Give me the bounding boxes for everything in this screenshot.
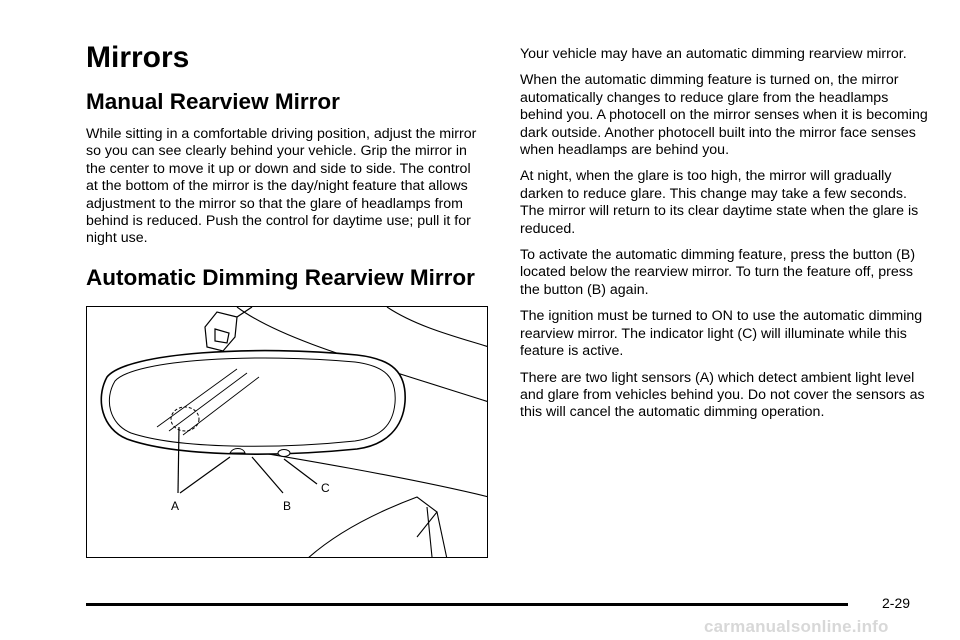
footer-rule <box>86 603 848 606</box>
label-a: A <box>171 498 180 513</box>
rearview-mirror-illustration <box>86 306 488 558</box>
manual-mirror-heading: Manual Rearview Mirror <box>86 89 340 114</box>
auto-mirror-paragraph: At night, when the glare is too high, the mirror will gradually darken to reduce glare. This change may take a few seconds. The mirror will return to its clear daytime state when the glare is reduced. <box>520 168 919 237</box>
console-line <box>307 497 437 558</box>
indicator-c-icon <box>278 449 290 456</box>
watermark-text: carmanualsonline.info <box>704 617 889 636</box>
auto-mirror-paragraph: The ignition must be turned to ON to use the automatic dimming rearview mirror. The indicator light (C) will illuminate while this feature is active. <box>520 308 923 360</box>
auto-mirror-paragraph: Your vehicle may have an automatic dimming rearview mirror. <box>520 46 907 62</box>
left-column <box>86 40 488 558</box>
mirror-drawing <box>87 307 488 558</box>
auto-mirror-paragraph: There are two light sensors (A) which detect ambient light level and glare from vehicles behind you. Do not cover the sensors as this will cancel the automatic dimming operation. <box>520 369 925 421</box>
auto-mirror-paragraph: To activate the automatic dimming feature, press the button (B) located below the rearview mirror. To turn the feature off, press the button (B) again. <box>520 247 916 298</box>
label-b: B <box>283 498 292 513</box>
mirror-glass <box>109 358 395 446</box>
right-column <box>520 46 932 431</box>
headliner-line <box>387 307 488 347</box>
page-number: 2-29 <box>882 595 911 611</box>
auto-mirror-paragraph: When the automatic dimming feature is turned on, the mirror automatically changes to reduce glare from the headlamps behind you. A photocell on the mirror senses when it is becoming dark outside. Another photocell built into the mirror face senses when headlamps are behind you. <box>520 72 928 159</box>
auto-mirror-heading: Automatic Dimming Rearview Mirror <box>86 264 475 290</box>
label-c: C <box>321 480 330 495</box>
page-title: Mirrors <box>86 41 190 74</box>
mirror-mount <box>205 307 252 351</box>
manual-mirror-paragraph: While sitting in a comfortable driving position, adjust the mirror so you can see clearly behind your vehicle. Grip the mirror in the center to move it up or down and side to side. The control at the bottom of the mirror is the day/night feature that allows adjustment to the mirror so that the glare of headlamps from behind is reduced. Push the control for daytime use; pull it for night use. <box>86 126 477 247</box>
